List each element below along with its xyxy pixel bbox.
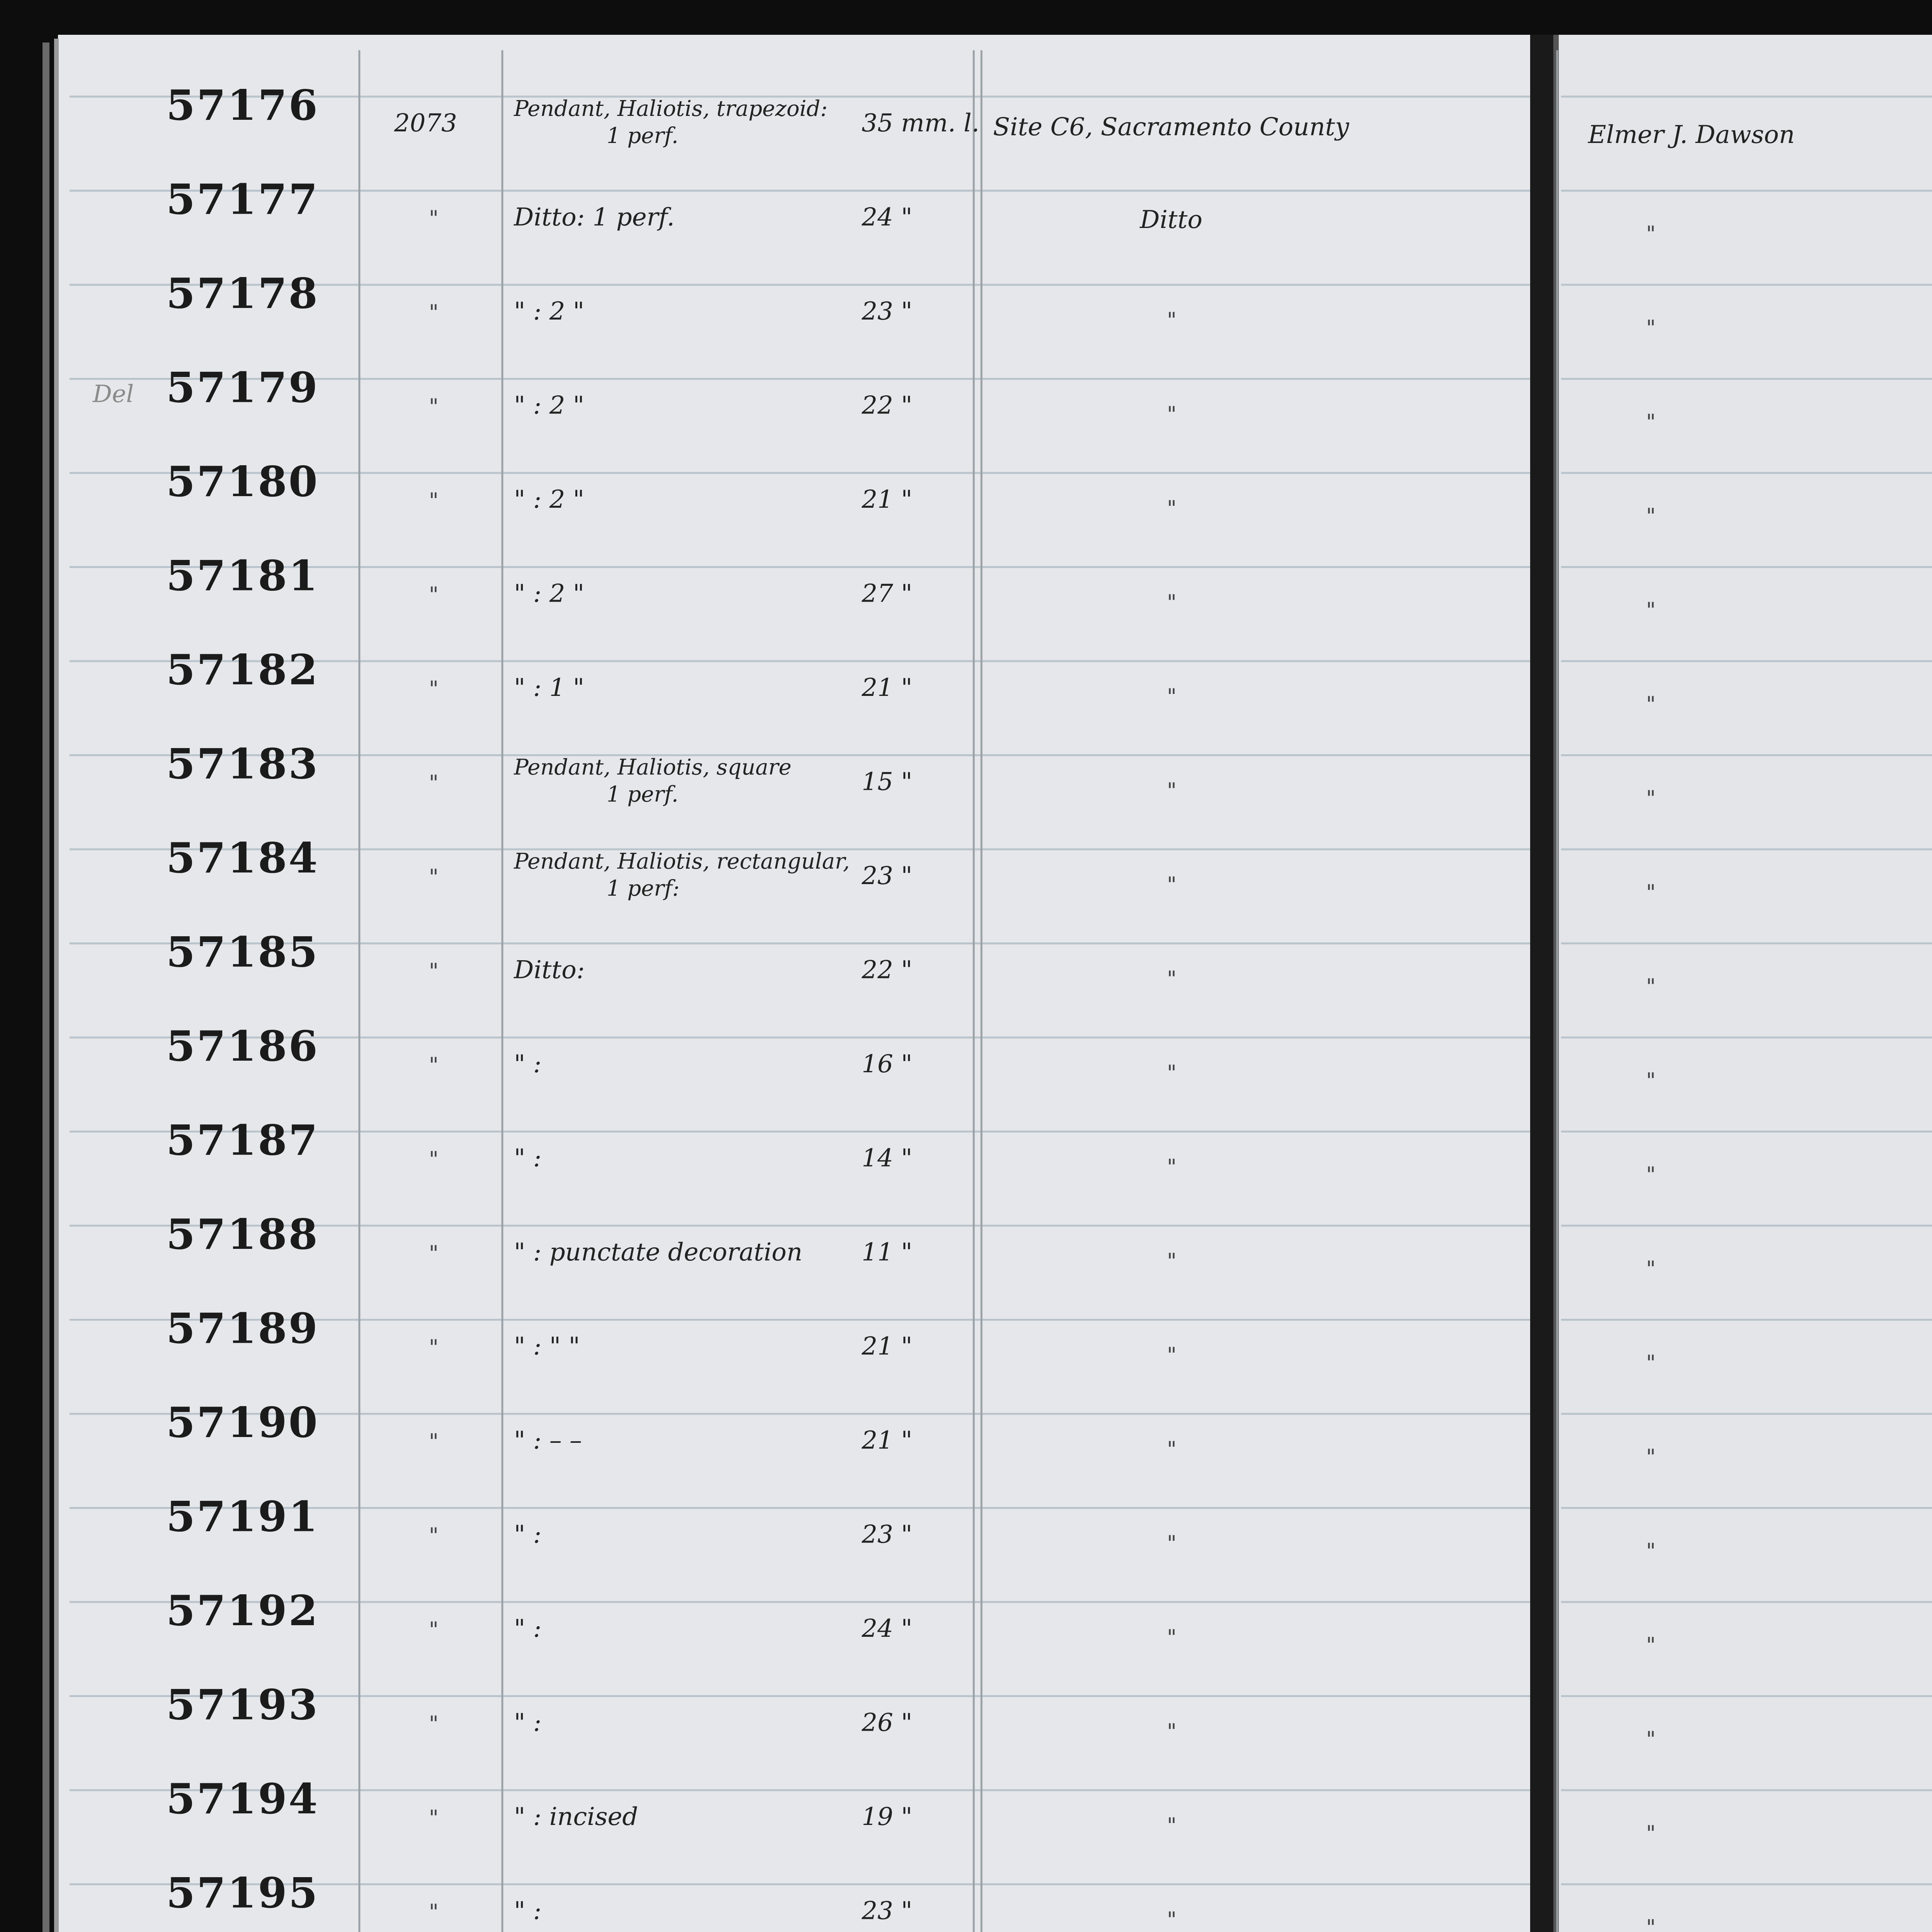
site-ditto-mark: " xyxy=(1167,590,1177,615)
catalog-number: 57186 xyxy=(166,1022,319,1071)
collector-ditto-mark: " xyxy=(1646,692,1656,716)
description-text: " : 2 " xyxy=(514,297,585,326)
catalog-number: 57179 xyxy=(166,363,319,412)
deletion-note: Del xyxy=(93,379,134,408)
lot-number: " xyxy=(429,1806,439,1830)
description-text: " : incised xyxy=(514,1803,638,1831)
size-text: 15 " xyxy=(862,767,913,796)
site-ditto-mark: " xyxy=(1167,1719,1177,1744)
site-ditto-mark: " xyxy=(1167,684,1177,709)
lot-number: " xyxy=(429,488,439,513)
catalog-number: 57180 xyxy=(166,457,319,506)
description-text: " : xyxy=(514,1896,542,1925)
lot-number: " xyxy=(429,1241,439,1265)
lot-number: " xyxy=(429,206,439,231)
size-text: 21 " xyxy=(862,673,913,702)
page-edge xyxy=(54,39,59,1932)
collector-ditto-mark: " xyxy=(1646,1445,1656,1469)
catalog-number: 57182 xyxy=(166,646,319,694)
collector-ditto-mark: " xyxy=(1646,1068,1656,1093)
collector-text: Elmer J. Dawson xyxy=(1588,121,1795,149)
description-text: " : xyxy=(514,1050,542,1078)
collector-ditto-mark: " xyxy=(1646,410,1656,434)
catalog-number: 57194 xyxy=(166,1775,319,1823)
catalog-number: 57191 xyxy=(166,1492,319,1541)
site-ditto-mark: " xyxy=(1167,496,1177,520)
size-text: 11 " xyxy=(862,1238,913,1267)
collector-ditto-mark: " xyxy=(1646,1257,1656,1281)
description-text: " : xyxy=(514,1520,542,1549)
collector-ditto-mark: " xyxy=(1646,786,1656,811)
description-text: Ditto: xyxy=(514,956,585,985)
lot-number: " xyxy=(429,677,439,701)
description-continued: 1 perf: xyxy=(607,876,680,901)
size-text: 16 " xyxy=(862,1050,913,1078)
description-continued: 1 perf. xyxy=(607,782,679,807)
description-text: " : 1 " xyxy=(514,673,585,702)
size-text: 26 " xyxy=(862,1708,913,1737)
site-ditto: Ditto xyxy=(1140,206,1202,234)
description-text: Pendant, Haliotis, trapezoid: xyxy=(514,96,828,121)
lot-number: " xyxy=(429,394,439,419)
description-text: " : 2 " xyxy=(514,579,585,608)
catalog-number: 57190 xyxy=(166,1398,319,1447)
site-ditto-mark: " xyxy=(1167,966,1177,991)
site-ditto-mark: " xyxy=(1167,308,1177,332)
size-text: 19 " xyxy=(862,1803,913,1831)
lot-number: " xyxy=(429,865,439,889)
catalog-number: 57176 xyxy=(166,81,319,130)
collector-ditto-mark: " xyxy=(1646,1539,1656,1563)
catalog-number: 57189 xyxy=(166,1304,319,1353)
site-text: Site C6, Sacramento County xyxy=(993,113,1349,141)
collector-ditto-mark: " xyxy=(1646,1162,1656,1187)
site-ditto-mark: " xyxy=(1167,1437,1177,1461)
catalog-number: 57178 xyxy=(166,269,319,318)
site-ditto-mark: " xyxy=(1167,402,1177,427)
size-text: 23 " xyxy=(862,297,913,326)
size-text: 23 " xyxy=(862,862,913,890)
collector-ditto-mark: " xyxy=(1646,1821,1656,1845)
lot-number: " xyxy=(429,770,439,795)
site-ditto-mark: " xyxy=(1167,1343,1177,1367)
size-text: 24 " xyxy=(862,1614,913,1643)
description-text: " : xyxy=(514,1708,542,1737)
description-text: " : xyxy=(514,1614,542,1643)
description-text: " : 2 " xyxy=(514,391,585,420)
size-text: 23 " xyxy=(862,1896,913,1925)
collector-ditto-mark: " xyxy=(1646,880,1656,905)
catalog-number: 57187 xyxy=(166,1116,319,1165)
lot-number: " xyxy=(429,1617,439,1642)
lot-number: " xyxy=(429,300,439,325)
catalog-number: 57193 xyxy=(166,1680,319,1730)
size-text: 24 " xyxy=(862,203,913,232)
collector-ditto-mark: " xyxy=(1646,974,1656,999)
description-text: Pendant, Haliotis, square xyxy=(514,755,792,780)
lot-number: " xyxy=(429,1053,439,1077)
description-text: " : punctate decoration xyxy=(514,1238,803,1267)
catalog-number: 57188 xyxy=(166,1210,319,1259)
size-text: 35 mm. l. xyxy=(862,109,980,138)
lot-number: " xyxy=(429,1900,439,1924)
description-text: " : – – xyxy=(514,1426,582,1455)
gutter xyxy=(1530,35,1553,1932)
size-text: 14 " xyxy=(862,1144,913,1173)
collector-ditto-mark: " xyxy=(1646,1350,1656,1375)
description-text: " : xyxy=(514,1144,542,1173)
right-page xyxy=(1553,35,1932,1932)
catalog-number: 57185 xyxy=(166,928,319,977)
lot-number: 2073 xyxy=(394,109,457,138)
collector-ditto-mark: " xyxy=(1646,504,1656,528)
page-edge xyxy=(43,43,49,1932)
size-text: 21 " xyxy=(862,485,913,514)
site-ditto-mark: " xyxy=(1167,1907,1177,1932)
collector-ditto-mark: " xyxy=(1646,598,1656,622)
site-ditto-mark: " xyxy=(1167,1531,1177,1556)
description-text: Pendant, Haliotis, rectangular, xyxy=(514,849,850,874)
lot-number: " xyxy=(429,1429,439,1454)
catalog-number: 57177 xyxy=(166,175,319,224)
description-text: " : 2 " xyxy=(514,485,585,514)
size-text: 21 " xyxy=(862,1426,913,1455)
lot-number: " xyxy=(429,1523,439,1548)
site-ditto-mark: " xyxy=(1167,1813,1177,1838)
size-text: 22 " xyxy=(862,391,913,420)
size-text: 23 " xyxy=(862,1520,913,1549)
description-text: Ditto: 1 perf. xyxy=(514,203,675,232)
lot-number: " xyxy=(429,1711,439,1736)
description-continued: 1 perf. xyxy=(607,123,679,148)
site-ditto-mark: " xyxy=(1167,872,1177,897)
collector-ditto-mark: " xyxy=(1646,1727,1656,1752)
site-ditto-mark: " xyxy=(1167,1155,1177,1179)
lot-number: " xyxy=(429,1335,439,1360)
catalog-number: 57192 xyxy=(166,1587,319,1635)
size-text: 27 " xyxy=(862,579,913,608)
left-page xyxy=(58,35,1553,1932)
catalog-number: 57181 xyxy=(166,551,319,600)
description-text: " : " " xyxy=(514,1332,580,1361)
lot-number: " xyxy=(429,582,439,607)
site-ditto-mark: " xyxy=(1167,1249,1177,1273)
catalog-number: 57184 xyxy=(166,834,319,883)
collector-ditto-mark: " xyxy=(1646,1915,1656,1932)
catalog-number: 57195 xyxy=(166,1869,319,1918)
lot-number: " xyxy=(429,959,439,983)
collector-ditto-mark: " xyxy=(1646,221,1656,246)
site-ditto-mark: " xyxy=(1167,1061,1177,1085)
size-text: 21 " xyxy=(862,1332,913,1361)
lot-number: " xyxy=(429,1147,439,1172)
collector-ditto-mark: " xyxy=(1646,316,1656,340)
collector-ditto-mark: " xyxy=(1646,1633,1656,1657)
size-text: 22 " xyxy=(862,956,913,985)
site-ditto-mark: " xyxy=(1167,778,1177,803)
catalog-number: 57183 xyxy=(166,740,319,789)
site-ditto-mark: " xyxy=(1167,1625,1177,1650)
